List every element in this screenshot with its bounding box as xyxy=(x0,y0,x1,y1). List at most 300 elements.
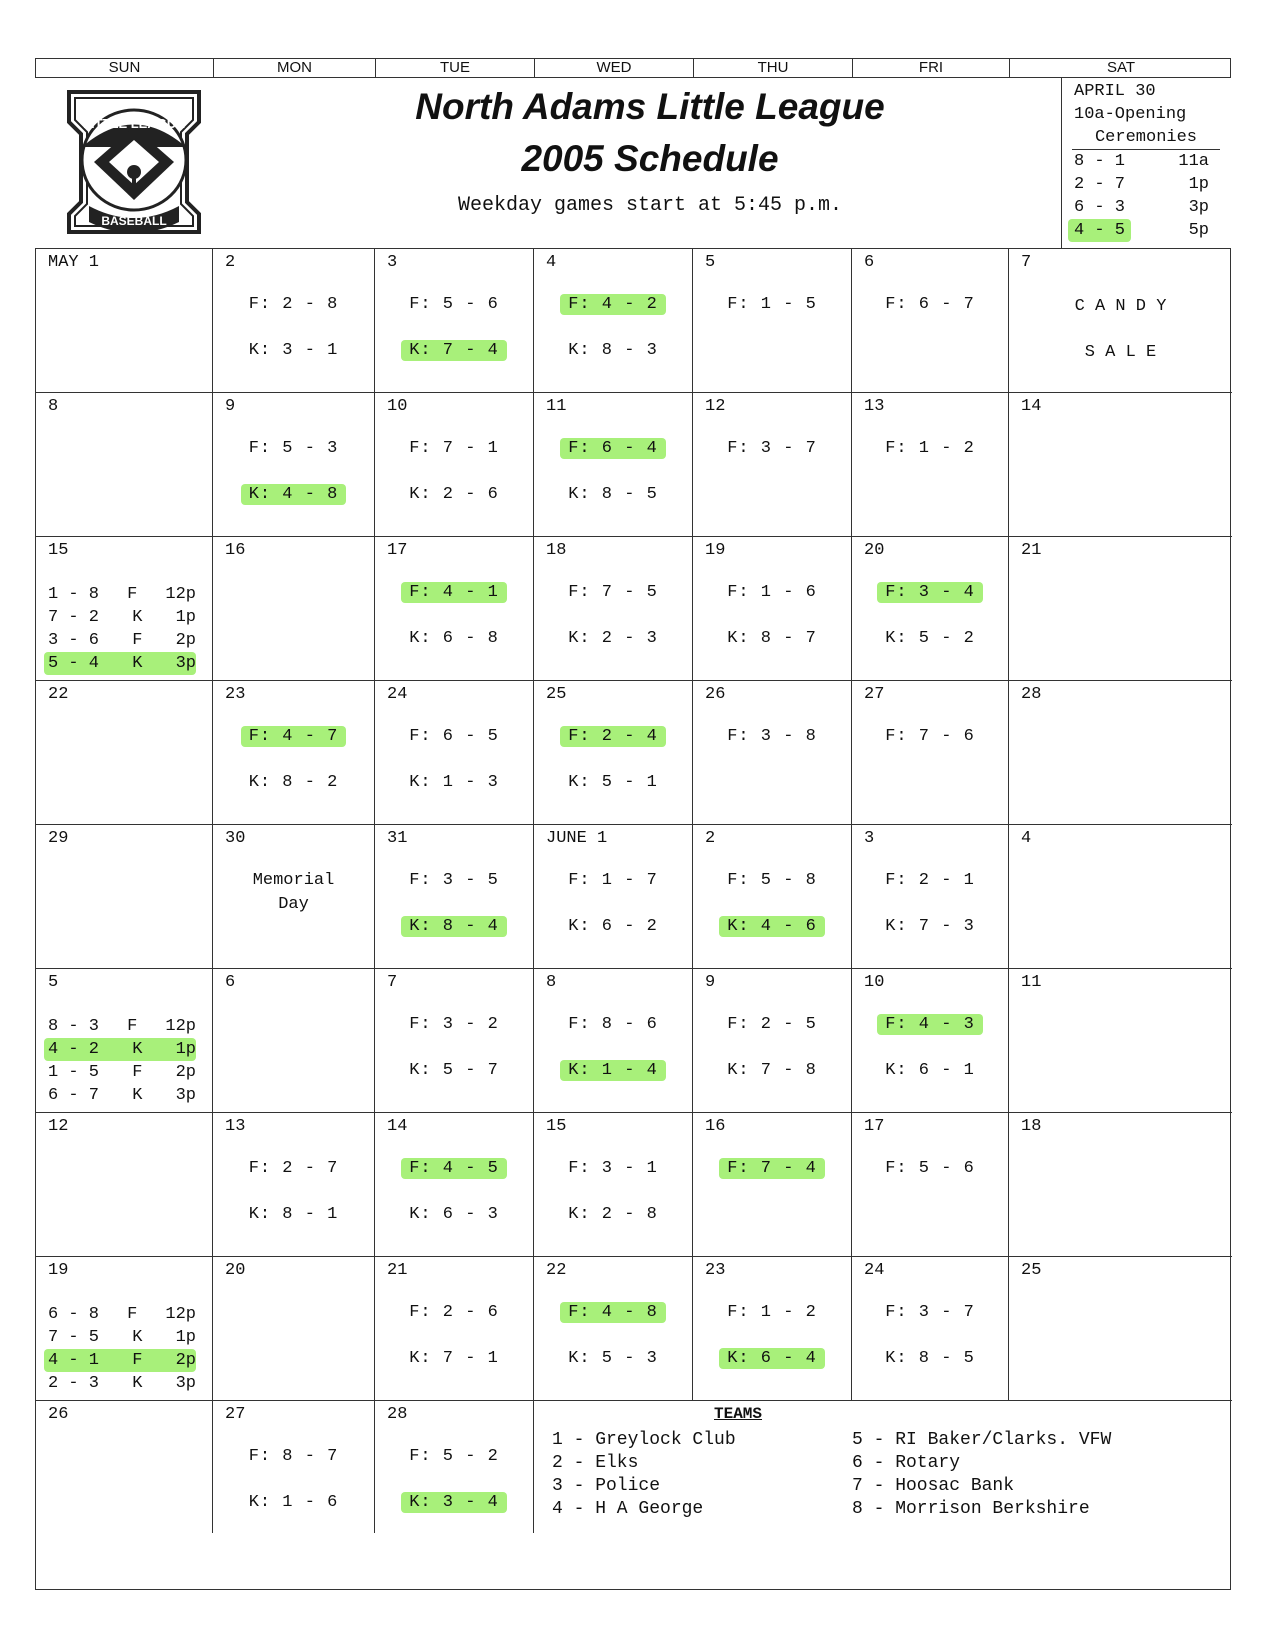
day-number: 14 xyxy=(387,1117,408,1136)
page-subtitle-year: 2005 Schedule xyxy=(521,138,779,179)
day-cell xyxy=(36,825,213,969)
k-game-label: K: 2 - 8 xyxy=(568,1205,658,1224)
day-cell xyxy=(36,537,213,681)
april-30-games xyxy=(1074,150,1229,242)
sunday-game xyxy=(48,1372,196,1395)
day-cell xyxy=(1009,1113,1232,1257)
sunday-game xyxy=(48,629,196,652)
field-game-label: F: 8 - 6 xyxy=(568,1015,658,1034)
schedule-header xyxy=(35,78,1231,248)
day-number: 16 xyxy=(705,1117,726,1136)
day-cell xyxy=(534,825,693,969)
sunday-game-field: K xyxy=(132,1328,143,1347)
april-30-game: 8 - 1 11a xyxy=(1074,152,1209,171)
day-cell xyxy=(36,393,213,537)
day-number: 7 xyxy=(387,973,398,992)
day-number: JUNE 1 xyxy=(546,829,608,848)
field-game xyxy=(852,583,1008,602)
field-game xyxy=(375,583,533,602)
k-game xyxy=(693,629,851,648)
day-number: 11 xyxy=(1021,973,1042,992)
day-cell xyxy=(693,249,852,393)
field-game-label: F: 1 - 2 xyxy=(727,1303,817,1322)
k-game-label: K: 7 - 1 xyxy=(409,1349,499,1368)
day-number: 11 xyxy=(546,397,567,416)
field-game-label: F: 2 - 4 xyxy=(560,726,666,747)
day-number: 17 xyxy=(387,541,408,560)
sunday-game-field: K xyxy=(132,1374,143,1393)
day-number: 22 xyxy=(48,685,69,704)
day-number: 8 xyxy=(48,397,59,416)
k-game-label: K: 5 - 3 xyxy=(568,1349,658,1368)
april-30-event: 10a-Opening xyxy=(1074,105,1187,124)
day-cell xyxy=(213,249,375,393)
field-game xyxy=(693,871,851,890)
day-cell xyxy=(213,825,375,969)
k-game xyxy=(213,485,374,504)
day-cell xyxy=(375,393,534,537)
day-cell xyxy=(852,537,1009,681)
dow-thu: THU xyxy=(693,59,852,77)
field-game xyxy=(852,295,1008,314)
day-number: 2 xyxy=(705,829,716,848)
k-game xyxy=(852,917,1008,936)
field-game xyxy=(534,439,692,458)
day-number: 13 xyxy=(225,1117,246,1136)
k-game xyxy=(375,1349,533,1368)
day-cell xyxy=(213,681,375,825)
svg-text:BASEBALL: BASEBALL xyxy=(101,214,167,228)
day-number: 30 xyxy=(225,829,246,848)
day-number: 4 xyxy=(1021,829,1032,848)
k-game xyxy=(693,1349,851,1368)
field-game-label: F: 3 - 5 xyxy=(409,871,499,890)
sunday-game xyxy=(48,1084,196,1107)
day-number: 12 xyxy=(48,1117,69,1136)
day-number: 12 xyxy=(705,397,726,416)
day-cell xyxy=(375,249,534,393)
sunday-game-field: F xyxy=(127,1305,138,1324)
day-number: 23 xyxy=(705,1261,726,1280)
k-game-label: K: 8 - 2 xyxy=(248,773,339,792)
cell-note: Memorial xyxy=(252,871,335,890)
day-number: 15 xyxy=(546,1117,567,1136)
field-game-label: F: 7 - 4 xyxy=(719,1158,825,1179)
sunday-game-time: 12p xyxy=(165,585,196,604)
sunday-game-time: 3p xyxy=(175,1086,196,1105)
field-game xyxy=(213,727,374,746)
day-cell xyxy=(534,249,693,393)
day-cell xyxy=(213,1257,375,1401)
day-number: 10 xyxy=(864,973,885,992)
sunday-game xyxy=(48,1303,196,1326)
field-game-label: F: 3 - 8 xyxy=(727,727,817,746)
k-game xyxy=(693,1061,851,1080)
day-cell xyxy=(213,393,375,537)
sunday-game-time: 1p xyxy=(175,1328,196,1347)
day-number: 27 xyxy=(864,685,885,704)
sunday-game-teams: 4 - 1 xyxy=(48,1351,100,1370)
k-game-label: K: 3 - 4 xyxy=(401,1492,507,1513)
k-game-label: K: 8 - 3 xyxy=(568,341,658,360)
sunday-game-time: 2p xyxy=(175,1351,196,1370)
k-game-label: K: 6 - 2 xyxy=(568,917,658,936)
field-game xyxy=(534,1159,692,1178)
day-cell xyxy=(375,1257,534,1401)
team-entry: 1 - Greylock Club xyxy=(552,1430,736,1450)
dow-tue: TUE xyxy=(375,59,534,77)
schedule-sheet xyxy=(35,58,1231,1590)
day-cell xyxy=(534,1257,693,1401)
sunday-game-teams: 3 - 6 xyxy=(48,631,100,650)
field-game-label: F: 5 - 6 xyxy=(409,295,499,314)
field-game-label: F: 3 - 2 xyxy=(409,1015,499,1034)
april-30-game: 6 - 3 3p xyxy=(1074,198,1209,217)
dow-wed: WED xyxy=(534,59,693,77)
k-game xyxy=(534,1349,692,1368)
sunday-game-teams: 2 - 3 xyxy=(48,1374,100,1393)
day-cell xyxy=(534,393,693,537)
field-game-label: F: 6 - 4 xyxy=(560,438,666,459)
teams-list-left xyxy=(552,1429,736,1521)
day-cell xyxy=(852,1257,1009,1401)
calendar-grid xyxy=(35,248,1231,1590)
sunday-game-teams: 8 - 3 xyxy=(48,1017,100,1036)
sunday-game xyxy=(44,652,196,675)
field-game-label: F: 1 - 7 xyxy=(568,871,658,890)
sunday-game xyxy=(44,1038,196,1061)
k-game-label: K: 4 - 6 xyxy=(719,916,825,937)
sunday-game-field: K xyxy=(132,1040,143,1059)
dow-sat: SAT xyxy=(1009,59,1232,77)
day-cell xyxy=(375,537,534,681)
k-game xyxy=(375,629,533,648)
team-entry: 8 - Morrison Berkshire xyxy=(852,1499,1090,1519)
k-game xyxy=(534,485,692,504)
april-30-date: APRIL 30 xyxy=(1074,82,1156,101)
day-cell xyxy=(693,825,852,969)
sunday-game-field: K xyxy=(132,608,143,627)
dow-mon: MON xyxy=(213,59,375,77)
teams-heading: TEAMS xyxy=(714,1405,763,1423)
team-entry: 7 - Hoosac Bank xyxy=(852,1476,1015,1496)
k-game-label: K: 6 - 4 xyxy=(719,1348,825,1369)
sunday-game-field: K xyxy=(132,1086,143,1105)
teams-list-right xyxy=(852,1429,1111,1521)
day-number: 26 xyxy=(48,1405,69,1424)
k-game-label: K: 5 - 7 xyxy=(409,1061,499,1080)
day-number: 20 xyxy=(225,1261,246,1280)
day-number: 5 xyxy=(705,253,716,272)
k-game-label: K: 7 - 3 xyxy=(885,917,975,936)
field-game xyxy=(534,1303,692,1322)
day-cell xyxy=(1009,1257,1232,1401)
day-cell xyxy=(534,681,693,825)
field-game-label: F: 2 - 8 xyxy=(248,295,339,314)
sunday-game-time: 2p xyxy=(175,631,196,650)
field-game-label: F: 7 - 1 xyxy=(409,439,499,458)
day-number: 28 xyxy=(387,1405,408,1424)
sunday-game xyxy=(48,1015,196,1038)
sunday-game xyxy=(48,583,196,606)
k-game-label: K: 8 - 7 xyxy=(727,629,817,648)
day-cell xyxy=(1009,681,1232,825)
k-game xyxy=(534,1061,692,1080)
field-game xyxy=(534,295,692,314)
svg-text:LITTLE LEAGUE: LITTLE LEAGUE xyxy=(83,116,185,131)
field-game xyxy=(213,1159,374,1178)
field-game-label: F: 4 - 2 xyxy=(560,294,666,315)
k-game-label: K: 5 - 2 xyxy=(885,629,975,648)
sunday-game-time: 1p xyxy=(175,608,196,627)
field-game xyxy=(534,583,692,602)
k-game-label: K: 5 - 1 xyxy=(568,773,658,792)
field-game xyxy=(852,439,1008,458)
day-number: 10 xyxy=(387,397,408,416)
field-game-label: F: 5 - 6 xyxy=(885,1159,975,1178)
field-game-label: F: 5 - 2 xyxy=(409,1447,499,1466)
field-game-label: F: 4 - 3 xyxy=(877,1014,983,1035)
day-cell xyxy=(375,681,534,825)
k-game xyxy=(375,485,533,504)
day-cell xyxy=(1009,393,1232,537)
day-cell xyxy=(693,1113,852,1257)
day-number: 26 xyxy=(705,685,726,704)
day-cell xyxy=(1009,825,1232,969)
cell-note: S A L E xyxy=(1084,343,1157,362)
dow-sun: SUN xyxy=(108,59,141,76)
k-game-label: K: 1 - 4 xyxy=(560,1060,666,1081)
field-game xyxy=(693,727,851,746)
field-game-label: F: 8 - 7 xyxy=(248,1447,339,1466)
day-cell xyxy=(375,969,534,1113)
day-number: 18 xyxy=(1021,1117,1042,1136)
day-number: 25 xyxy=(546,685,567,704)
day-cell xyxy=(693,537,852,681)
sunday-game-field: F xyxy=(132,1351,143,1370)
field-game xyxy=(693,295,851,314)
k-game xyxy=(852,1061,1008,1080)
sunday-game xyxy=(48,606,196,629)
field-game-label: F: 6 - 5 xyxy=(409,727,499,746)
k-game xyxy=(213,1205,374,1224)
day-number: 9 xyxy=(225,397,236,416)
k-game-label: K: 8 - 5 xyxy=(885,1349,975,1368)
dow-fri: FRI xyxy=(852,59,1009,77)
k-game xyxy=(534,341,692,360)
day-number: 13 xyxy=(864,397,885,416)
sunday-game-field: F xyxy=(127,585,138,604)
field-game xyxy=(375,1303,533,1322)
sunday-game-field: F xyxy=(132,1063,143,1082)
day-cell xyxy=(693,969,852,1113)
k-game xyxy=(213,773,374,792)
day-number: 27 xyxy=(225,1405,246,1424)
k-game xyxy=(375,917,533,936)
field-game-label: F: 4 - 8 xyxy=(560,1302,666,1323)
day-cell xyxy=(213,1401,375,1533)
sunday-game-teams: 6 - 8 xyxy=(48,1305,100,1324)
sunday-games xyxy=(48,1303,196,1395)
k-game xyxy=(375,341,533,360)
day-number: 7 xyxy=(1021,253,1032,272)
field-game xyxy=(534,1015,692,1034)
k-game-label: K: 6 - 3 xyxy=(409,1205,499,1224)
field-game-label: F: 1 - 6 xyxy=(727,583,817,602)
day-cell xyxy=(36,1113,213,1257)
day-cell xyxy=(693,1257,852,1401)
field-game xyxy=(375,439,533,458)
field-game xyxy=(534,871,692,890)
sunday-game xyxy=(48,1061,196,1084)
k-game xyxy=(534,917,692,936)
sunday-game-time: 2p xyxy=(175,1063,196,1082)
field-game-label: F: 6 - 7 xyxy=(885,295,975,314)
day-cell xyxy=(1009,249,1232,393)
k-game xyxy=(693,917,851,936)
field-game xyxy=(375,1159,533,1178)
k-game xyxy=(534,773,692,792)
sunday-game xyxy=(48,1326,196,1349)
day-number: 15 xyxy=(48,541,69,560)
day-number: 8 xyxy=(546,973,557,992)
field-game-label: F: 7 - 6 xyxy=(885,727,975,746)
field-game-label: F: 3 - 1 xyxy=(568,1159,658,1178)
k-game xyxy=(852,629,1008,648)
k-game xyxy=(375,1061,533,1080)
k-game-label: K: 2 - 3 xyxy=(568,629,658,648)
k-game xyxy=(213,1493,374,1512)
day-number: 3 xyxy=(864,829,875,848)
day-cell xyxy=(36,1401,213,1533)
day-number: 21 xyxy=(1021,541,1042,560)
k-game-label: K: 7 - 8 xyxy=(727,1061,817,1080)
field-game-label: F: 1 - 2 xyxy=(885,439,975,458)
day-cell xyxy=(375,825,534,969)
cell-note: C A N D Y xyxy=(1074,297,1167,316)
team-entry: 5 - RI Baker/Clarks. VFW xyxy=(852,1430,1112,1450)
day-cell xyxy=(213,1113,375,1257)
day-cell xyxy=(375,1113,534,1257)
day-number: 2 xyxy=(225,253,236,272)
sunday-games xyxy=(48,1015,196,1107)
day-cell xyxy=(1009,537,1232,681)
k-game-label: K: 1 - 3 xyxy=(409,773,499,792)
field-game xyxy=(375,1015,533,1034)
sunday-game-time: 12p xyxy=(165,1017,196,1036)
field-game xyxy=(693,1159,851,1178)
day-number: 19 xyxy=(48,1261,69,1280)
day-cell xyxy=(693,681,852,825)
sunday-game-field: F xyxy=(127,1017,138,1036)
k-game xyxy=(213,341,374,360)
field-game xyxy=(213,295,374,314)
field-game-label: F: 3 - 4 xyxy=(877,582,983,603)
k-game xyxy=(534,1205,692,1224)
day-cell xyxy=(36,249,213,393)
field-game-label: F: 7 - 5 xyxy=(568,583,658,602)
field-game-label: F: 4 - 1 xyxy=(401,582,507,603)
k-game-label: K: 8 - 4 xyxy=(401,916,507,937)
field-game xyxy=(375,1447,533,1466)
page-title: North Adams Little League xyxy=(415,86,885,127)
day-number: 19 xyxy=(705,541,726,560)
sunday-game-teams: 4 - 2 xyxy=(48,1040,100,1059)
field-game-label: F: 2 - 1 xyxy=(885,871,975,890)
field-game-label: F: 5 - 8 xyxy=(727,871,817,890)
day-cell xyxy=(36,1257,213,1401)
day-number: 22 xyxy=(546,1261,567,1280)
team-entry: 6 - Rotary xyxy=(852,1453,961,1473)
field-game-label: F: 5 - 3 xyxy=(248,439,339,458)
field-game-label: F: 4 - 5 xyxy=(401,1158,507,1179)
day-number: 24 xyxy=(387,685,408,704)
team-entry: 2 - Elks xyxy=(552,1453,639,1473)
k-game-label: K: 2 - 6 xyxy=(409,485,499,504)
field-game xyxy=(693,583,851,602)
day-number: 17 xyxy=(864,1117,885,1136)
day-number: 6 xyxy=(864,253,875,272)
sunday-games xyxy=(48,583,196,675)
k-game xyxy=(534,629,692,648)
field-game-label: F: 3 - 7 xyxy=(885,1303,975,1322)
april-30-cell xyxy=(1061,78,1229,248)
day-number: MAY 1 xyxy=(48,253,100,272)
field-game xyxy=(375,295,533,314)
day-cell xyxy=(852,1113,1009,1257)
day-number: 4 xyxy=(546,253,557,272)
day-cell xyxy=(534,1113,693,1257)
sunday-game-time: 1p xyxy=(175,1040,196,1059)
day-number: 6 xyxy=(225,973,236,992)
field-game xyxy=(693,1303,851,1322)
sunday-game-time: 3p xyxy=(175,654,196,673)
day-number: 14 xyxy=(1021,397,1042,416)
field-game xyxy=(693,1015,851,1034)
day-number: 3 xyxy=(387,253,398,272)
day-number: 29 xyxy=(48,829,69,848)
day-number: 20 xyxy=(864,541,885,560)
start-time-note: Weekday games start at 5:45 p.m. xyxy=(457,194,843,217)
team-entry: 3 - Police xyxy=(552,1476,661,1496)
day-number: 28 xyxy=(1021,685,1042,704)
day-cell xyxy=(693,393,852,537)
field-game xyxy=(693,439,851,458)
field-game-label: F: 1 - 5 xyxy=(727,295,817,314)
april-30-game: 4 - 5 5p xyxy=(1074,219,1209,242)
sunday-game-field: F xyxy=(132,631,143,650)
day-cell xyxy=(36,681,213,825)
sunday-game-teams: 5 - 4 xyxy=(48,654,100,673)
sunday-game-time: 12p xyxy=(165,1305,196,1324)
day-cell xyxy=(852,249,1009,393)
cell-note: Day xyxy=(278,895,309,914)
k-game-label: K: 8 - 5 xyxy=(568,485,658,504)
day-cell xyxy=(1009,969,1232,1113)
april-30-event-2: Ceremonies xyxy=(1072,126,1220,150)
sunday-game-teams: 1 - 8 xyxy=(48,585,100,604)
field-game xyxy=(852,871,1008,890)
field-game xyxy=(852,1303,1008,1322)
day-cell xyxy=(852,681,1009,825)
day-number: 18 xyxy=(546,541,567,560)
day-cell xyxy=(375,1401,534,1533)
team-entry: 4 - H A George xyxy=(552,1499,704,1519)
day-cell xyxy=(213,537,375,681)
day-number: 5 xyxy=(48,973,59,992)
sunday-game-teams: 7 - 5 xyxy=(48,1328,100,1347)
day-cell xyxy=(852,969,1009,1113)
